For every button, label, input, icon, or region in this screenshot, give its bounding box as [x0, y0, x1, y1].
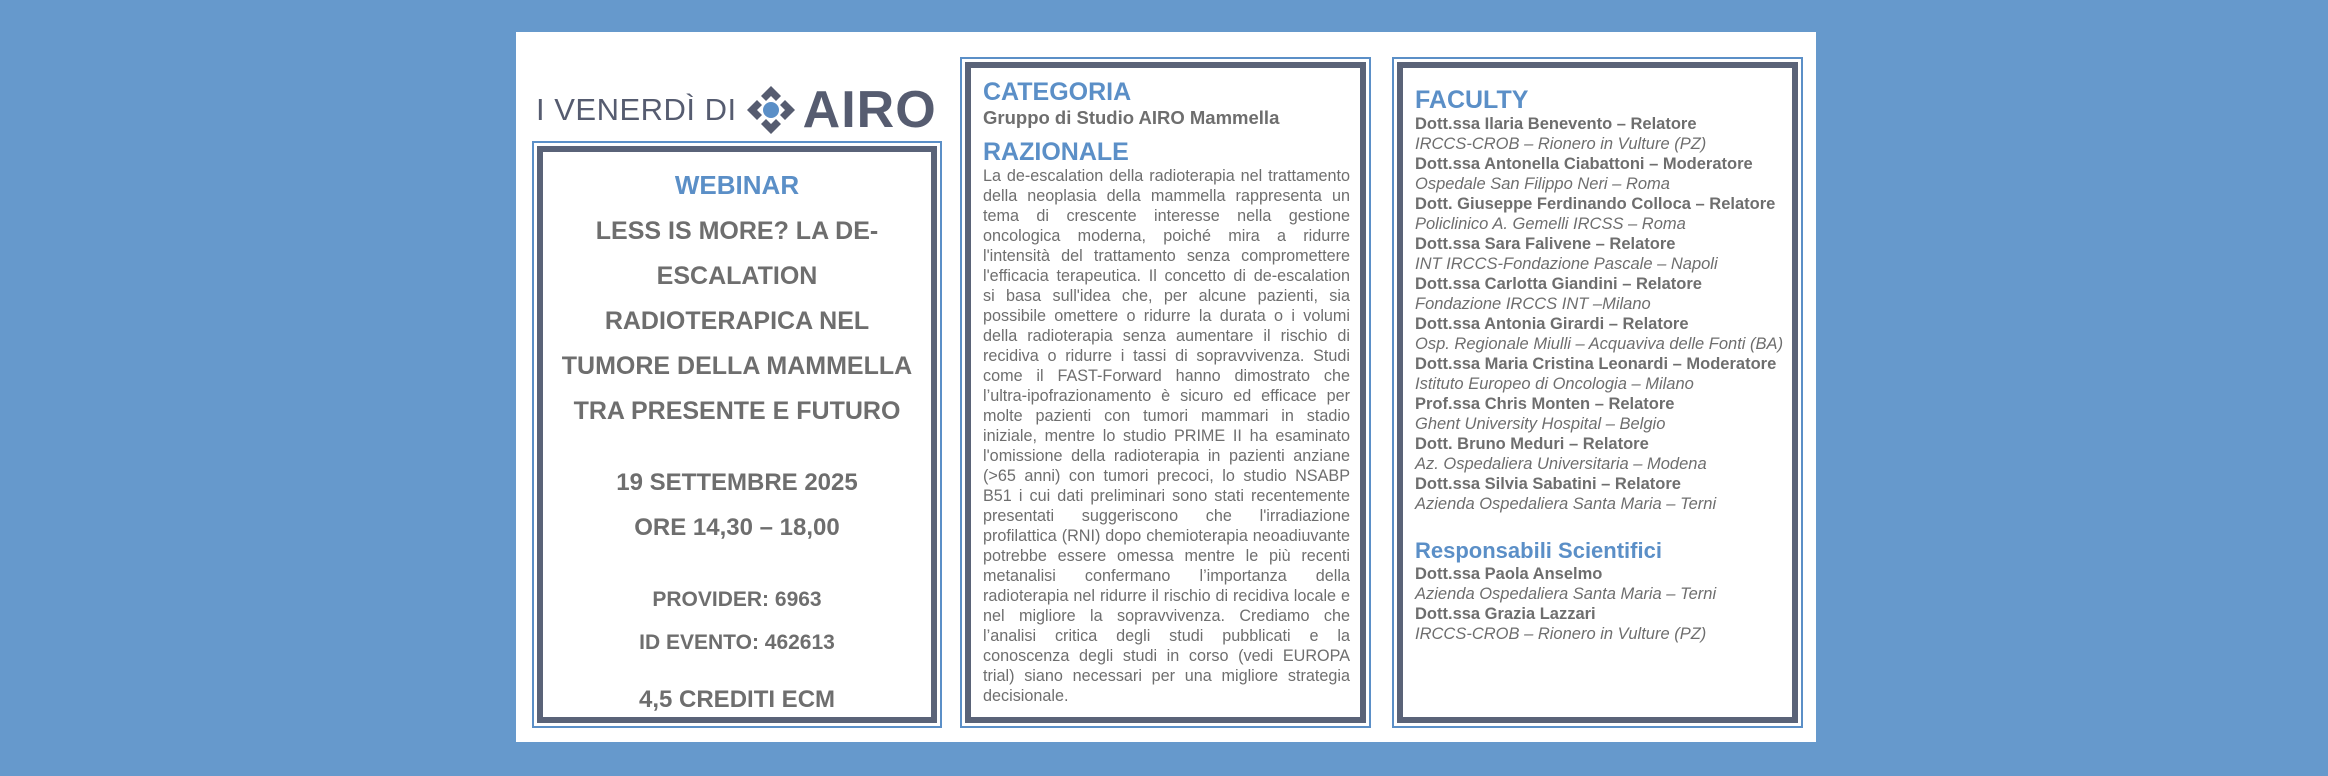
faculty-affiliation: Azienda Ospedaliera Santa Maria – Terni	[1415, 495, 1717, 513]
faculty-panel	[1392, 57, 1803, 728]
faculty-list	[1415, 114, 1786, 514]
faculty-affiliation: Istituto Europeo di Oncologia – Milano	[1415, 375, 1694, 393]
faculty-affiliation: Policlinico A. Gemelli IRCSS – Roma	[1415, 215, 1686, 233]
responsabile-item	[1415, 604, 1786, 644]
faculty-affiliation: Ospedale San Filippo Neri – Roma	[1415, 175, 1670, 193]
event-codes	[543, 578, 931, 664]
event-id: ID EVENTO: 462613	[639, 631, 835, 654]
faculty-affiliation: Az. Ospedaliera Universitaria – Modena	[1415, 455, 1707, 473]
responsabile-name: Dott.ssa Paola Anselmo	[1415, 565, 1603, 583]
faculty-affiliation: INT IRCCS-Fondazione Pascale – Napoli	[1415, 255, 1718, 273]
faculty-name: Dott.ssa Antonella Ciabattoni – Moderatore	[1415, 155, 1753, 173]
faculty-heading: FACULTY	[1415, 86, 1529, 114]
logo-brand: AIRO	[802, 81, 937, 139]
provider-code: PROVIDER: 6963	[652, 588, 822, 611]
responsabile-affiliation: IRCCS-CROB – Rionero in Vulture (PZ)	[1415, 625, 1707, 643]
faculty-item	[1415, 274, 1786, 314]
faculty-name: Dott.ssa Maria Cristina Leonardi – Moderatore	[1415, 355, 1777, 373]
category-value: Gruppo di Studio AIRO Mammella	[983, 107, 1280, 128]
faculty-item	[1415, 434, 1786, 474]
rationale-heading: RAZIONALE	[983, 138, 1129, 166]
faculty-item	[1415, 394, 1786, 434]
event-title-line: TUMORE DELLA MAMMELLA	[561, 352, 913, 380]
faculty-name: Dott. Bruno Meduri – Relatore	[1415, 435, 1649, 453]
faculty-affiliation: Fondazione IRCCS INT –Milano	[1415, 295, 1651, 313]
event-title-line: LESS IS MORE? LA DE-	[595, 217, 879, 245]
responsabili-heading: Responsabili Scientifici	[1415, 538, 1662, 563]
event-date: 19 SETTEMBRE 2025	[616, 469, 858, 496]
faculty-item	[1415, 114, 1786, 154]
faculty-item	[1415, 154, 1786, 194]
event-info-border	[537, 146, 937, 723]
faculty-name: Dott.ssa Sara Falivene – Relatore	[1415, 235, 1676, 253]
event-title-line: RADIOTERAPICA NEL	[604, 307, 870, 335]
webinar-label: WEBINAR	[674, 170, 800, 200]
ecm-credits: 4,5 CREDITI ECM	[638, 686, 836, 713]
faculty-name: Dott.ssa Antonia Girardi – Relatore	[1415, 315, 1689, 333]
event-title-line: ESCALATION	[656, 262, 818, 290]
faculty-item	[1415, 474, 1786, 514]
event-title-line: TRA PRESENTE E FUTURO	[573, 397, 901, 425]
faculty-border	[1397, 62, 1798, 723]
faculty-item	[1415, 354, 1786, 394]
airo-logo	[536, 80, 944, 140]
rationale-panel	[960, 57, 1371, 728]
airo-emblem-icon	[745, 84, 797, 136]
event-time: ORE 14,30 – 18,00	[634, 514, 840, 541]
rationale-border	[965, 62, 1366, 723]
responsabili-list	[1415, 564, 1786, 644]
responsabile-affiliation: Azienda Ospedaliera Santa Maria – Terni	[1415, 585, 1717, 603]
faculty-name: Dott. Giuseppe Ferdinando Colloca – Relatore	[1415, 195, 1776, 213]
faculty-name: Dott.ssa Silvia Sabatini – Relatore	[1415, 475, 1681, 493]
faculty-name: Prof.ssa Chris Monten – Relatore	[1415, 395, 1675, 413]
faculty-affiliation: Ghent University Hospital – Belgio	[1415, 415, 1666, 433]
event-schedule	[543, 460, 931, 550]
faculty-name: Dott.ssa Ilaria Benevento – Relatore	[1415, 115, 1697, 133]
responsabile-item	[1415, 564, 1786, 604]
faculty-item	[1415, 234, 1786, 274]
faculty-item	[1415, 314, 1786, 354]
faculty-name: Dott.ssa Carlotta Giandini – Relatore	[1415, 275, 1702, 293]
category-heading: CATEGORIA	[983, 78, 1132, 106]
faculty-affiliation: Osp. Regionale Miulli – Acquaviva delle Fonti (BA)	[1415, 335, 1784, 353]
responsabile-name: Dott.ssa Grazia Lazzari	[1415, 605, 1596, 623]
logo-prefix: I VENERDÌ DI	[536, 92, 737, 127]
faculty-item	[1415, 194, 1786, 234]
rationale-text: La de-escalation della radioterapia nel trattamento della neoplasia della mammella rappresenta un tema di crescente interesse nella gestione oncologica moderna, poiché mira a ridurre l'intensità del trattamento senza compromettere l'efficacia terapeutica. Il concetto di de-escalation si basa sull'idea che, per alcune pazienti, sia possibile omettere o ridurre la durata o i volumi della radioterapia senza aumentare il rischio di recidiva o ridurre i tassi di sopravvivenza. Studi come il FAST-Forward hanno dimostrato che l’ultra-ipofrazionamento è sicuro ed efficace per molte pazienti con tumori mammari in stadio iniziale, mentre lo studio PRIME II ha esaminato l'omissione della radioterapia in pazienti anziane (>65 anni) con tumori precoci, lo studio NSABP B51 i cui dati preliminari sono stati recentemente presentati suggeriscono che l'irradiazione profilattica (RNI) dopo chemioterapia neoadiuvante potrebbe essere omessa mentre le più recenti metanalisi confermano l’importanza della radioterapia nel ridurre il rischio di recidiva locale e nel migliore la sopravvivenza. Crediamo che l’analisi critica degli studi pubblicati e la conoscenza degli studi in corso (vedi EUROPA trial) siano necessari per una migliore strategia decisionale.	[983, 167, 1350, 705]
faculty-affiliation: IRCCS-CROB – Rionero in Vulture (PZ)	[1415, 135, 1707, 153]
event-info-panel	[532, 141, 942, 728]
event-title	[543, 209, 931, 434]
